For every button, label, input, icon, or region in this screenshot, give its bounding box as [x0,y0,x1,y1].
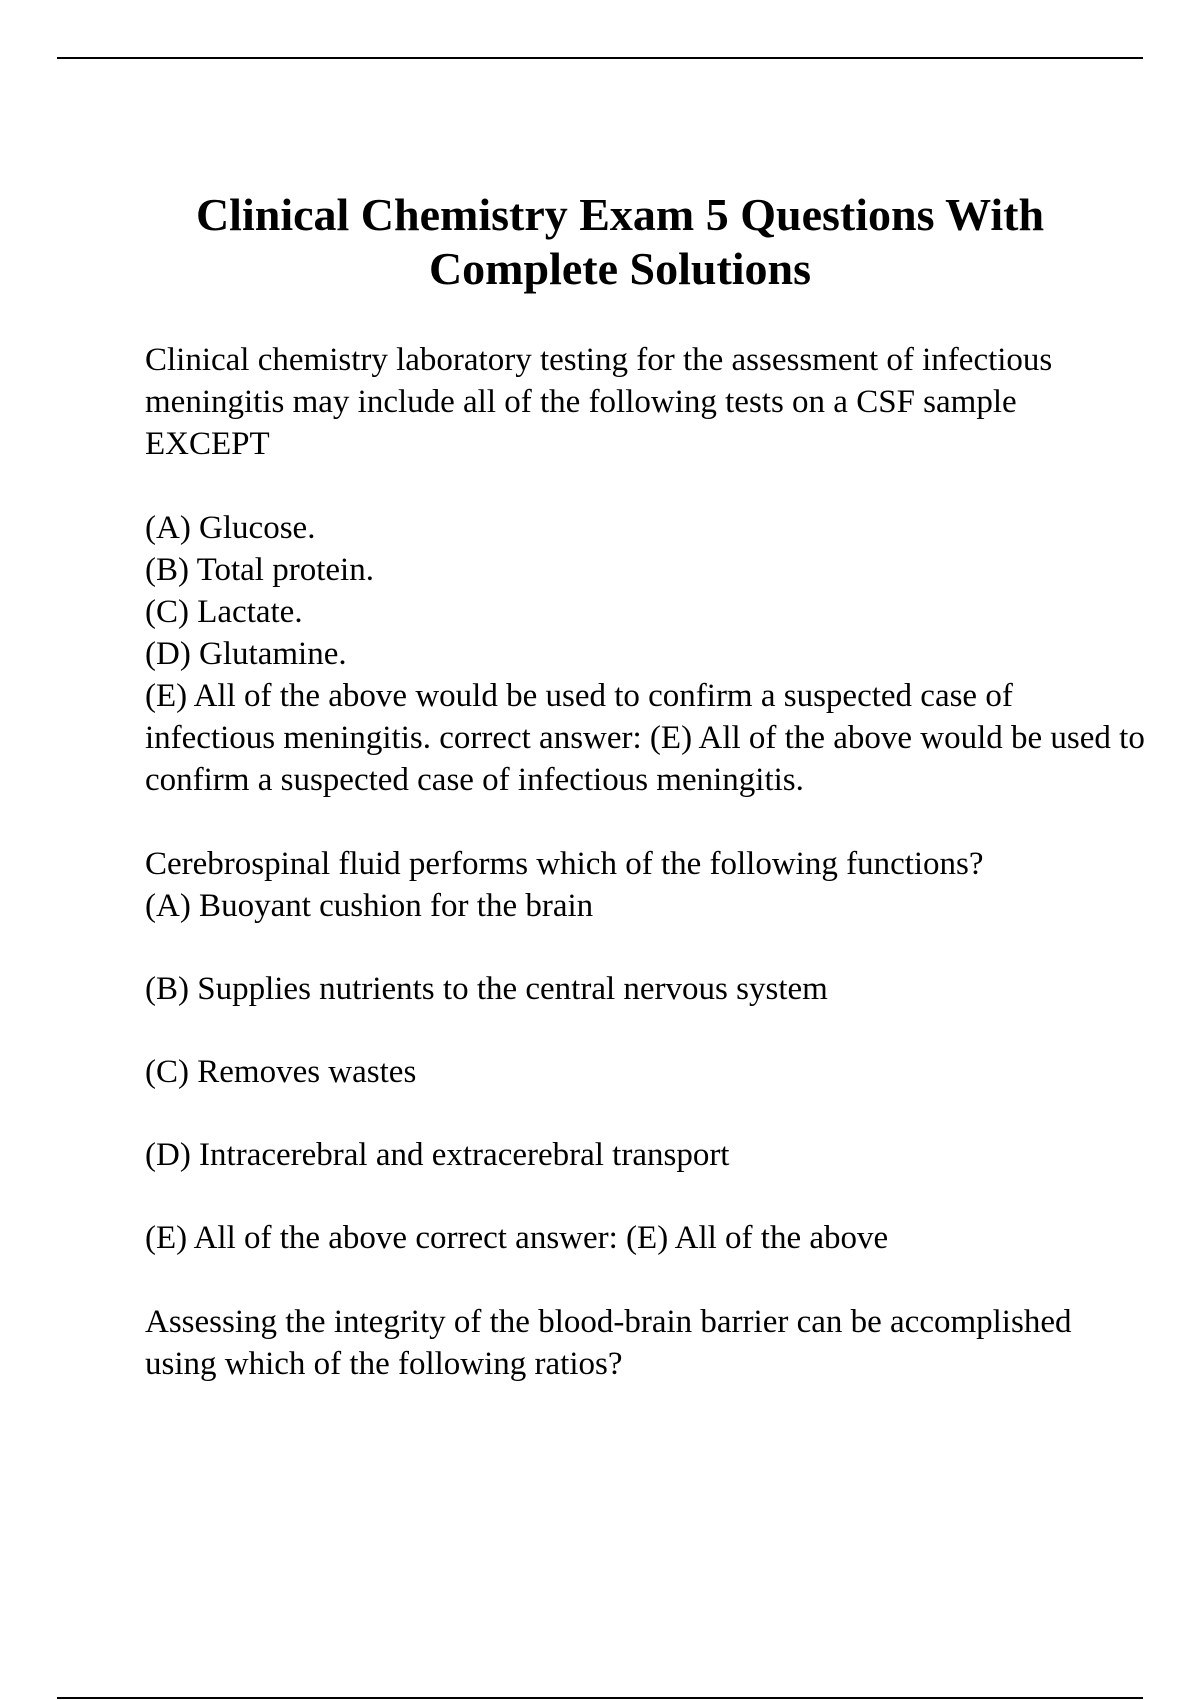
question-1-option-c: (C) Lactate. [145,594,303,630]
question-2 [145,843,1145,1259]
question-1-option-e-answer: (E) All of the above would be used to confirm a suspected case of infectious meningitis. correct answer: (E) All of the above would be used to confirm a suspected case of infectious meningitis. [145,678,1145,798]
question-1-option-d: (D) Glutamine. [145,636,347,672]
document-body [145,339,1145,1385]
question-3-stem: Assessing the integrity of the blood-brain barrier can be accomplished using which of the following ratios? [145,1304,1072,1382]
question-2-stem: Cerebrospinal fluid performs which of the following functions? [145,846,984,882]
document-title: Clinical Chemistry Exam 5 Questions With Complete Solutions [195,189,1045,294]
question-2-option-e-answer: (E) All of the above correct answer: (E) All of the above [145,1220,889,1256]
header-rule [57,57,1143,59]
question-1-option-b: (B) Total protein. [145,552,374,588]
question-1-option-a: (A) Glucose. [145,510,316,546]
question-1-stem: Clinical chemistry laboratory testing for the assessment of infectious meningitis may include all of the following tests on a CSF sample EXCEPT [145,342,1053,462]
question-2-option-a: (A) Buoyant cushion for the brain [145,888,594,924]
question-2-option-d: (D) Intracerebral and extracerebral transport [145,1137,730,1173]
question-2-option-c: (C) Removes wastes [145,1054,417,1090]
question-2-option-b: (B) Supplies nutrients to the central nervous system [145,971,828,1007]
question-1 [145,339,1145,801]
footer-rule [57,1697,1143,1699]
question-3 [145,1301,1145,1385]
